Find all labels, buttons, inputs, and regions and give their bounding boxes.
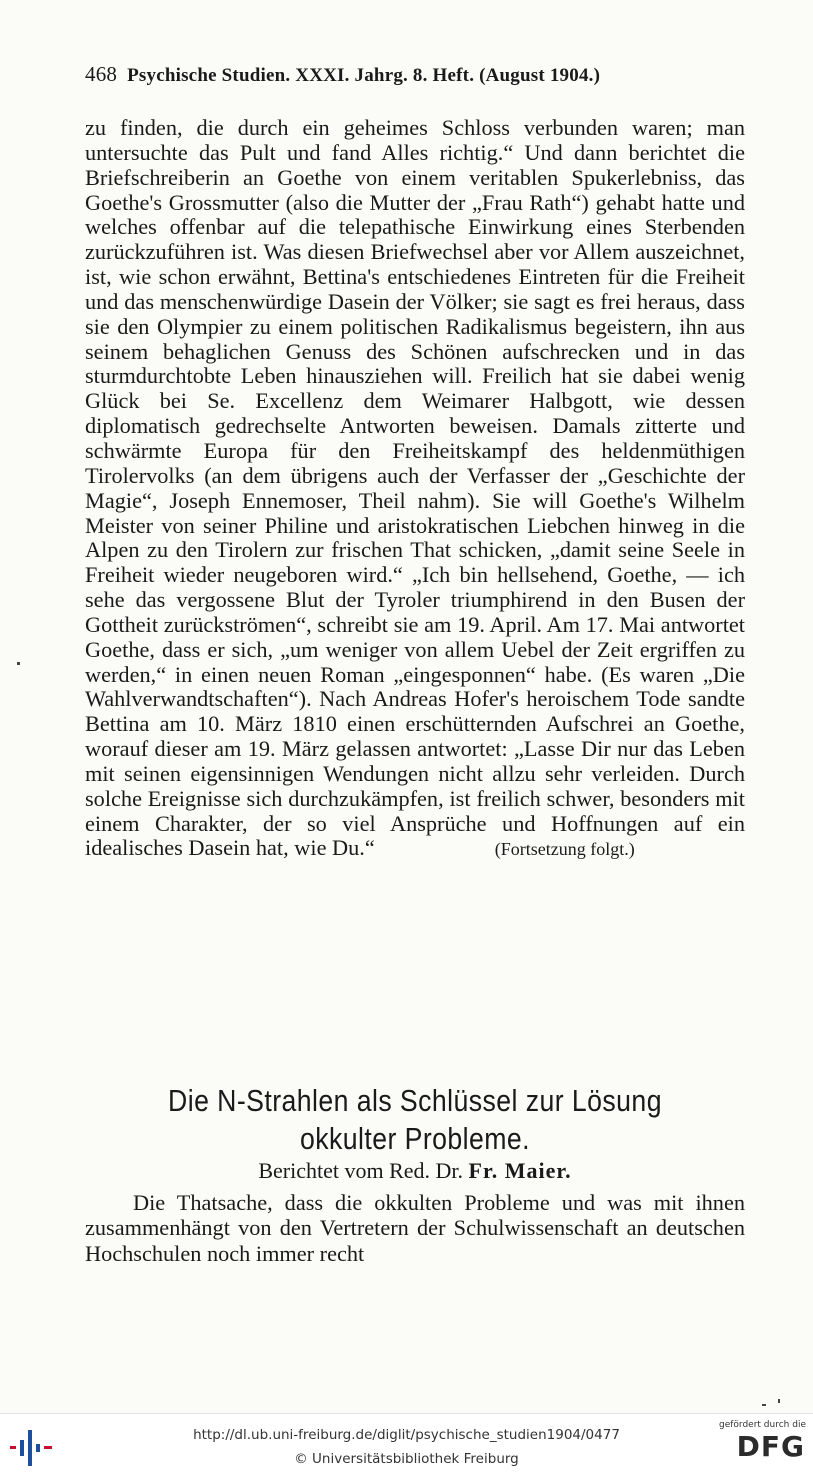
- article-title: Die N-Strahlen als Schlüssel zur Lösung okkulter Probleme.: [168, 1083, 662, 1156]
- continued-article-text: [85, 116, 745, 862]
- continued-paragraph: zu finden, die durch ein geheimes Schloss verbunden waren; man untersuchte das Pult und fand Alles richtig.“ Und dann berichtet die Briefschreiberin an Goethe von einem veritablen Spukerlebniss, das Goethe's Grossmutter (also die Mutter der „Frau Rath“) gehabt hatte und welches offenbar auf die telepathische Einwirkung eines Sterbenden zurückzuführen ist. Was diesen Briefwechsel aber vor Allem auszeichnet, ist, wie schon erwähnt, Bettina's entschiedenes Eintreten für die Freiheit und das menschenwürdige Dasein der Völker; sie sagt es frei heraus, dass sie den Olympier zu einem politischen Radikalismus begeistern, ihn aus seinem behaglichen Genuss des Schönen aufschrecken und in das sturmdurchtobte Leben hinausziehen will. Freilich hat sie dabei wenig Glück bei Se. Excellenz dem Weimarer Halbgott, wie dessen diplomatisch gedrechselte Antworten beweisen. Damals zitterte und schwärmte Europa für den Freiheitskampf des heldenmüthigen Tirolervolks (an dem übrigens auch der Verfasser der „Geschichte der Magie“, Joseph Ennemoser, Theil nahm). Sie will Goethe's Wilhelm Meister von seiner Philine und aristokratischen Liebchen hinweg in die Alpen zu den Tirolern zur frischen That schicken, „damit seine Seele in Freiheit wieder neugeboren wird.“ „Ich bin hellsehend, Goethe, — ich sehe das vergossene Blut der Tyroler triumphirend in den Busen der Gottheit zurückströmen“, schreibt sie am 19. April. Am 17. Mai antwortet Goethe, dass er sich, „um weniger von allem Uebel der Zeit ergriffen zu werden,“ in einen neuen Roman „eingesponnen“ habe. (Es waren „Die Wahlverwandtschaften“). Nach Andreas Hofer's heroischem Tode sandte Bettina am 10. März 1810 einen erschütternden Aufschrei an Goethe, worauf dieser am 19. März gelassen antwortet: „Lasse Dir nur das Leben mit seinen eigensinnigen Wendungen nicht allzu sehr verleiden. Durch solche Ereignisse sich durchzukämpfen, ist freilich schwer, besonders mit einem Charakter, der so viel Ansprüche und Hoffnungen auf ein idealisches Dasein hat, wie Du.“: [85, 115, 745, 861]
- article-opening-paragraph: Die Thatsache, dass die okkulten Probleme und was mit ihnen zusammenhängt von den Vertretern der Schulwissenschaft an deutschen Hochschulen noch immer recht: [85, 1190, 745, 1266]
- scan-speck: [778, 1399, 780, 1403]
- viewer-footer: [0, 1413, 813, 1474]
- document-url-link[interactable]: http://dl.ub.uni-freiburg.de/diglit/psychische_studien1904/0477: [193, 1427, 620, 1443]
- dfg-funding-block[interactable]: [719, 1420, 805, 1470]
- continuation-note: (Fortsetzung folgt.): [494, 839, 635, 860]
- copyright-notice: © Universitätsbibliothek Freiburg: [294, 1451, 519, 1467]
- byline-prefix: Berichtet vom Red. Dr.: [258, 1158, 464, 1183]
- page-number: 468: [85, 62, 118, 86]
- dfg-logo-icon: DFG: [736, 1430, 805, 1463]
- scan-speck: [17, 662, 20, 665]
- scan-speck: [762, 1404, 766, 1406]
- byline: [85, 1158, 745, 1184]
- byline-author: Fr. Maier.: [468, 1158, 572, 1183]
- running-head-title: Psychische Studien. XXXI. Jahrg. 8. Heft. (August 1904.): [127, 65, 601, 86]
- running-head: [85, 62, 745, 87]
- funding-note: gefördert durch die: [719, 1420, 806, 1430]
